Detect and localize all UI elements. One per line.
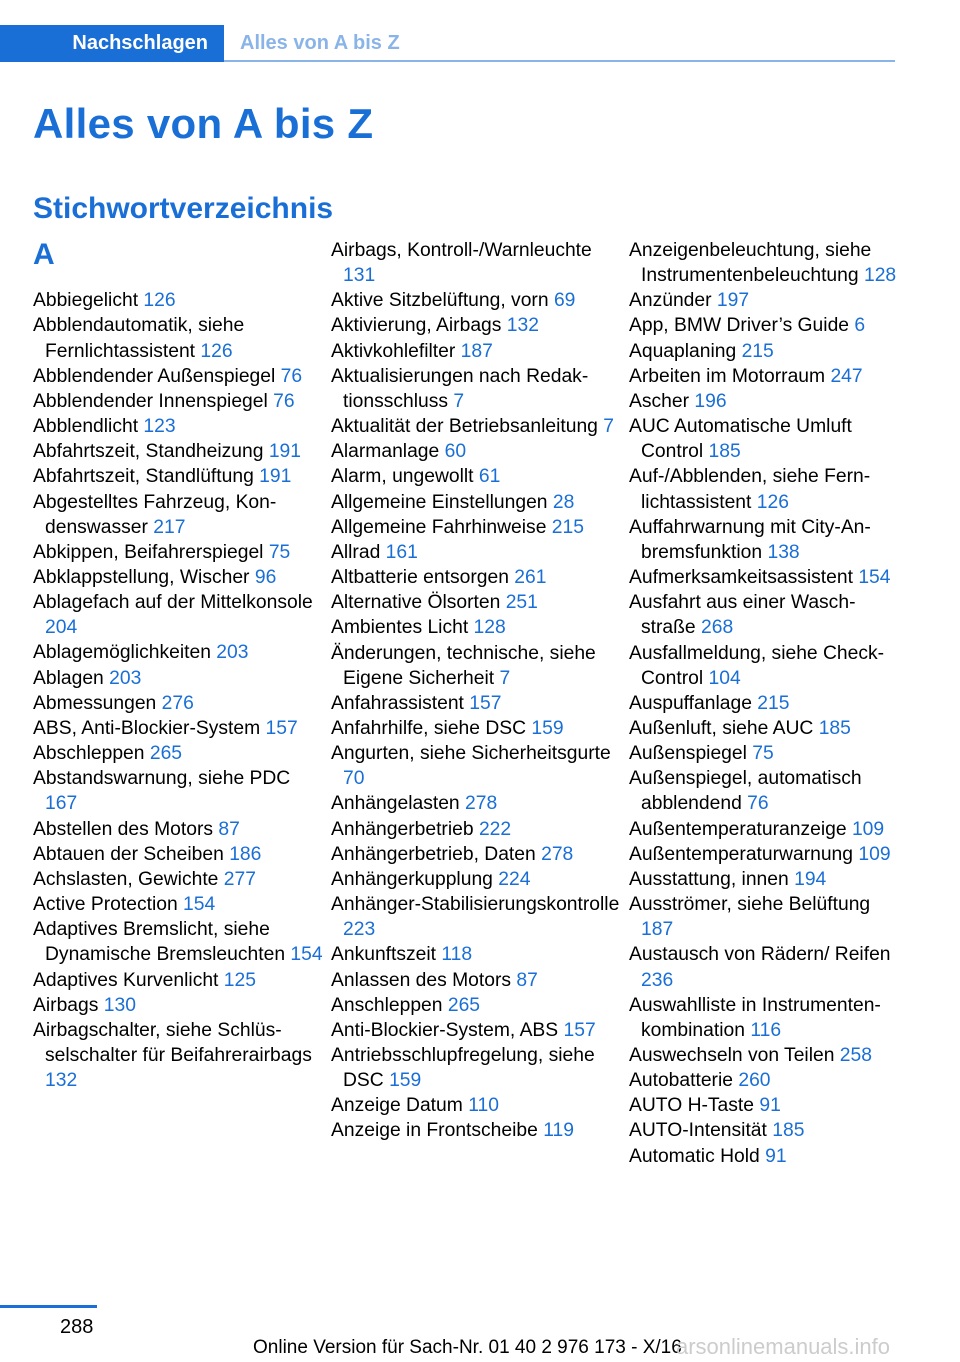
index-entry-page-link[interactable]: 261	[514, 567, 547, 589]
index-entry	[629, 1118, 899, 1143]
index-entry	[33, 691, 323, 716]
index-entry-page-link[interactable]: 186	[229, 843, 262, 865]
index-entry-text: Abmessungen	[33, 692, 157, 714]
index-entry	[33, 439, 323, 464]
index-entry-page-link[interactable]: 265	[149, 743, 183, 765]
index-entry-text: Anzeige in Frontscheibe	[331, 1120, 538, 1142]
index-entry-page-link[interactable]: 61	[478, 466, 501, 488]
index-entry-page-link[interactable]: 215	[551, 516, 584, 538]
index-entry-text: App, BMW Driver’s Guide	[629, 315, 850, 337]
index-entry-text: Anlassen des Motors	[331, 969, 512, 991]
index-entry	[33, 640, 323, 665]
index-column-1	[33, 238, 323, 1093]
index-entry	[33, 666, 323, 691]
index-entry	[629, 238, 899, 288]
index-entry	[331, 540, 621, 565]
index-entry-text: Angurten, siehe Sicherheitsgurte	[331, 743, 611, 765]
index-entry-page-link[interactable]: 104	[708, 667, 741, 689]
index-entry-text: Abbiegelicht	[33, 290, 139, 312]
index-entry-page-link[interactable]: 185	[772, 1120, 805, 1142]
index-entry-page-link[interactable]: 154	[183, 894, 216, 916]
index-entry-text: Aufmerksamkeitsassistent	[629, 567, 853, 589]
index-entry	[33, 590, 323, 640]
index-entry-text: Ankunftszeit	[331, 944, 437, 966]
index-entry-page-link[interactable]: 96	[254, 567, 277, 589]
index-entry	[33, 414, 323, 439]
index-entry-text: Außentemperaturwarnung	[629, 843, 854, 865]
index-entry-text: Anzeige Datum	[331, 1095, 463, 1117]
index-entry	[33, 741, 323, 766]
index-entry-page-link[interactable]: 7	[603, 416, 614, 438]
index-entry-page-link[interactable]: 196	[694, 390, 727, 412]
index-entry	[331, 641, 621, 691]
index-entry-page-link[interactable]: 258	[839, 1045, 872, 1066]
index-entry-page-link[interactable]: 132	[506, 315, 539, 337]
index-entry-text: Abkippen, Beifahrerspiegel	[33, 541, 264, 563]
index-entry-text: Abschleppen	[33, 743, 145, 765]
index-entry	[331, 1093, 621, 1118]
index-letter-heading: A	[33, 238, 55, 271]
index-entry	[629, 691, 899, 716]
index-entry-text: Abgestelltes Fahrzeug, Kondenswasser	[33, 491, 277, 538]
index-entry	[331, 791, 621, 816]
index-entry	[629, 942, 899, 992]
footer-divider	[0, 1305, 97, 1308]
page-number: 288	[60, 1316, 94, 1338]
index-entry-page-link[interactable]: 159	[389, 1070, 422, 1092]
index-entry-text: Auswahlliste in Instrumentenkombination	[629, 994, 881, 1041]
index-entry	[331, 590, 621, 615]
index-entry-page-link[interactable]: 132	[45, 1070, 78, 1092]
index-entry-page-link[interactable]: 75	[752, 743, 774, 765]
index-entry-page-link[interactable]: 224	[498, 868, 531, 890]
index-entry	[331, 464, 621, 489]
index-entry	[629, 741, 899, 766]
index-entry-page-link[interactable]: 191	[268, 441, 301, 463]
index-entry	[33, 867, 323, 892]
index-column-2	[331, 238, 621, 1144]
index-entry-page-link[interactable]: 128	[863, 265, 897, 287]
index-entry	[331, 867, 621, 892]
index-entry-page-link[interactable]: 130	[103, 994, 136, 1016]
index-entry-page-link[interactable]: 222	[478, 818, 512, 840]
index-entry	[331, 515, 621, 540]
index-entry	[629, 1068, 899, 1093]
index-entry-text: Allgemeine Fahrhinweise	[331, 516, 547, 538]
index-entry-page-link[interactable]: 215	[757, 692, 790, 714]
index-entry-page-link[interactable]: 278	[465, 793, 498, 815]
index-entry-page-link[interactable]: 7	[499, 667, 511, 689]
index-entry	[33, 490, 323, 540]
index-entry	[33, 892, 323, 917]
index-entry-text: Änderungen, technische, siehe Eigene Sicherheit	[331, 642, 596, 689]
index-entry	[629, 1043, 899, 1068]
index-entry-text: AUTO-Intensität	[629, 1120, 767, 1142]
index-entry	[33, 565, 323, 590]
index-entry-page-link[interactable]: 236	[641, 969, 674, 991]
index-entry	[629, 288, 899, 313]
index-entry	[629, 339, 899, 364]
index-entry-page-link[interactable]: 251	[505, 592, 538, 614]
index-entry-text: Anhänger-Stabilisierungskontrolle	[331, 894, 620, 916]
index-entry-page-link[interactable]: 91	[759, 1095, 781, 1117]
index-entry-page-link[interactable]: 128	[473, 617, 506, 639]
index-entry	[331, 439, 621, 464]
index-entry	[331, 968, 621, 993]
index-entry	[331, 364, 621, 414]
index-entry	[33, 917, 323, 967]
index-entry	[331, 288, 621, 313]
index-entry-page-link[interactable]: 217	[153, 516, 186, 538]
index-entry-page-link[interactable]: 70	[343, 768, 365, 790]
index-entry-page-link[interactable]: 185	[818, 717, 851, 739]
index-entry-text: Alternative Ölsorten	[331, 592, 501, 614]
index-entry-text: Ablagefach auf der Mittelkonsole	[33, 592, 313, 614]
index-entry-text: Abstandswarnung, siehe PDC	[33, 768, 291, 790]
index-entry-page-link[interactable]: 125	[223, 969, 256, 991]
index-entry-text: Ausfahrt aus einer Waschstraße	[629, 592, 856, 639]
index-entry-text: Aquaplaning	[629, 340, 737, 362]
index-entry-text: Antriebsschlupfregelung, siehe DSC	[331, 1045, 595, 1092]
index-entry-text: ABS, Anti-Blockier-System	[33, 717, 261, 739]
index-entry	[331, 817, 621, 842]
index-entry	[629, 414, 899, 464]
index-entry-page-link[interactable]: 278	[541, 843, 574, 865]
index-entry	[33, 716, 323, 741]
index-entry-text: Auspuffanlage	[629, 692, 752, 714]
index-entry-text: Airbags, Kontroll-/Warnleuchte	[331, 240, 592, 261]
index-entry-page-link[interactable]: 157	[563, 1019, 596, 1041]
index-entry-page-link[interactable]: 194	[794, 868, 827, 890]
index-entry	[629, 766, 899, 816]
index-entry-page-link[interactable]: 76	[747, 793, 769, 815]
index-entry	[629, 641, 899, 691]
index-entry-page-link[interactable]: 6	[854, 315, 866, 337]
index-entry-text: Arbeiten im Motorraum	[629, 365, 826, 387]
index-entry-page-link[interactable]: 185	[708, 441, 741, 463]
index-entry-page-link[interactable]: 123	[143, 416, 176, 438]
index-entry-page-link[interactable]: 109	[851, 818, 885, 840]
index-entry-text: Airbagschalter, siehe Schlüsselschalter für Beifahrerairbags	[33, 1019, 312, 1066]
index-entry	[33, 389, 323, 414]
watermark: arsonlinemanuals.info	[676, 1334, 891, 1359]
index-entry-page-link[interactable]: 154	[858, 567, 891, 589]
index-entry-text: Anhängerbetrieb	[331, 818, 474, 840]
index-entry-text: Abblendlicht	[33, 416, 139, 438]
index-entry-text: Allrad	[331, 541, 381, 563]
index-entry-page-link[interactable]: 203	[216, 642, 249, 664]
index-entry-page-link[interactable]: 60	[444, 441, 467, 463]
index-entry-text: Adaptives Kurvenlicht	[33, 969, 219, 991]
index-entry-text: Anzeigenbeleuchtung, siehe Instrumentenbeleuchtung	[629, 240, 872, 287]
index-entry	[629, 590, 899, 640]
index-entry-text: Airbags	[33, 994, 99, 1016]
index-entry-page-link[interactable]: 268	[701, 617, 734, 639]
index-entry	[629, 313, 899, 338]
index-entry-text: Anfahrhilfe, siehe DSC	[331, 717, 527, 739]
index-entry	[33, 540, 323, 565]
index-entry	[629, 515, 899, 565]
index-entry-page-link[interactable]: 159	[531, 717, 564, 739]
index-entry-text: Ambientes Licht	[331, 617, 469, 639]
index-entry	[33, 288, 323, 313]
index-entry-page-link[interactable]: 69	[553, 290, 576, 312]
index-entry-page-link[interactable]: 87	[218, 818, 240, 840]
index-entry-text: Achslasten, Gewichte	[33, 868, 219, 890]
section-tab[interactable]	[0, 25, 224, 62]
index-entry-page-link[interactable]: 75	[268, 541, 291, 563]
index-entry-text: AUC Automatische Umluft Control	[629, 416, 852, 463]
index-entry-page-link[interactable]: 87	[516, 969, 538, 991]
index-entry-text: Ablagemöglichkeiten	[33, 642, 211, 664]
index-entry-text: Anti-Blockier-System, ABS	[331, 1019, 559, 1041]
index-entry-page-link[interactable]: 191	[259, 466, 292, 488]
index-entry-text: Anhängerkupplung	[331, 868, 493, 890]
index-entry-page-link[interactable]: 28	[552, 491, 575, 513]
index-entry-text: Autobatterie	[629, 1070, 733, 1092]
index-entry-text: Abblendender Außenspiegel	[33, 365, 276, 387]
index-entry	[33, 364, 323, 389]
index-entry	[331, 339, 621, 364]
index-entry-page-link[interactable]: 91	[765, 1145, 787, 1167]
index-entry-page-link[interactable]: 167	[45, 793, 78, 815]
section-tab-label: Nachschlagen	[72, 32, 208, 54]
index-entry-text: Anfahrassistent	[331, 692, 464, 714]
index-subtitle: Stichwortverzeichnis	[33, 192, 334, 225]
index-entry-page-link[interactable]: 126	[143, 290, 176, 312]
index-entry-page-link[interactable]: 109	[858, 843, 891, 865]
index-entry	[331, 892, 621, 942]
index-entry	[331, 615, 621, 640]
index-entry	[629, 716, 899, 741]
index-entry-text: Abblendender Innenspiegel	[33, 390, 268, 412]
index-entry-text: Außenluft, siehe AUC	[629, 717, 814, 739]
index-entry-page-link[interactable]: 260	[738, 1070, 771, 1092]
index-entry-text: Anschleppen	[331, 994, 443, 1016]
index-entry-page-link[interactable]: 203	[109, 667, 142, 689]
index-entry-text: Abstellen des Motors	[33, 818, 214, 840]
index-column-3	[629, 238, 899, 1169]
index-entry-text: Abklappstellung, Wischer	[33, 567, 250, 589]
index-entry-text: Aktive Sitzbelüftung, vorn	[331, 290, 549, 312]
page-title: Alles von A bis Z	[33, 100, 374, 147]
index-entry-text: Automatic Hold	[629, 1145, 760, 1167]
index-entry-page-link[interactable]: 204	[45, 617, 78, 639]
chapter-tab[interactable]: Alles von A bis Z	[240, 32, 400, 54]
index-entry-text: Anzünder	[629, 290, 712, 312]
index-entry	[629, 464, 899, 514]
index-entry-text: Adaptives Bremslicht, siehe Dynamische Bremsleuchten	[33, 919, 286, 966]
index-entry-page-link[interactable]: 138	[767, 541, 800, 563]
index-entry-text: Auf-/Abblenden, siehe Fernlichtassistent	[629, 466, 871, 513]
index-entry	[331, 238, 621, 288]
index-entry-text: Aktualität der Betriebsanleitung	[331, 416, 598, 438]
index-entry-text: Ausströmer, siehe Belüftung	[629, 894, 871, 916]
index-entry-text: Allgemeine Einstellungen	[331, 491, 548, 513]
index-entry-text: Abtauen der Scheiben	[33, 843, 224, 865]
index-entry	[629, 364, 899, 389]
index-entry-page-link[interactable]: 215	[741, 340, 774, 362]
index-entry	[33, 842, 323, 867]
index-entry	[331, 490, 621, 515]
index-entry-text: Alarm, ungewollt	[331, 466, 474, 488]
index-entry	[331, 313, 621, 338]
index-entry-page-link[interactable]: 187	[641, 919, 674, 941]
index-entry-page-link[interactable]: 126	[200, 340, 233, 362]
index-entry-page-link[interactable]: 157	[469, 692, 502, 714]
index-entry-page-link[interactable]: 131	[343, 265, 376, 287]
index-entry-page-link[interactable]: 7	[453, 390, 465, 412]
index-entry	[33, 1018, 323, 1093]
index-entry-page-link[interactable]: 76	[280, 365, 303, 387]
index-entry-page-link[interactable]: 247	[830, 365, 863, 387]
index-entry-text: Abfahrtszeit, Standheizung	[33, 441, 264, 463]
index-entry	[331, 691, 621, 716]
index-entry-text: Auswechseln von Teilen	[629, 1045, 835, 1066]
index-entry-page-link[interactable]: 157	[265, 717, 298, 739]
index-entry	[629, 389, 899, 414]
index-entry-text: Altbatterie entsorgen	[331, 567, 509, 589]
index-entry-text: Anhängerbetrieb, Daten	[331, 843, 536, 865]
index-entry	[629, 1093, 899, 1118]
index-entry-text: Ausstattung, innen	[629, 868, 789, 890]
index-entry	[629, 1144, 899, 1169]
index-entry	[331, 1118, 621, 1143]
index-entry-page-link[interactable]: 187	[460, 340, 493, 362]
index-entry	[629, 842, 899, 867]
index-entry-text: Auffahrwarnung mit City-Anbremsfunktion	[629, 516, 871, 563]
index-entry-page-link[interactable]: 276	[161, 692, 194, 714]
index-entry	[629, 817, 899, 842]
index-entry-page-link[interactable]: 161	[385, 541, 418, 563]
page-header	[0, 25, 895, 62]
index-entry-text: Außenspiegel	[629, 743, 747, 765]
index-entry	[331, 993, 621, 1018]
index-entry-page-link[interactable]: 119	[543, 1120, 574, 1142]
index-entry-page-link[interactable]: 197	[716, 290, 750, 312]
index-entry	[331, 741, 621, 791]
index-entry-text: Abblendautomatik, siehe Fernlichtassistent	[33, 315, 245, 362]
index-entry	[33, 313, 323, 363]
online-version-note: Online Version für Sach-Nr. 01 40 2 976 173 - X/16	[253, 1337, 682, 1358]
index-entry-text: Austausch von Rädern/ Reifen	[629, 944, 891, 966]
index-entry	[331, 565, 621, 590]
index-entry	[629, 565, 899, 590]
index-entry	[331, 842, 621, 867]
index-entry	[331, 1018, 621, 1043]
index-entry	[331, 942, 621, 967]
index-entry-text: Alarmanlage	[331, 441, 440, 463]
index-entry	[33, 464, 323, 489]
index-entry	[331, 1043, 621, 1093]
index-entry-text: Aktualisierungen nach Redaktionsschluss	[331, 365, 589, 412]
index-entry-text: Außenspiegel, automatisch abblendend	[629, 768, 862, 815]
index-entry	[629, 892, 899, 942]
index-entry-page-link[interactable]: 118	[441, 944, 473, 966]
index-entry	[33, 968, 323, 993]
index-entry-text: Anhängelasten	[331, 793, 460, 815]
index-entry	[629, 867, 899, 892]
index-entry	[331, 414, 621, 439]
index-entry	[629, 993, 899, 1043]
index-entry-text: Ablagen	[33, 667, 104, 689]
index-entry	[331, 716, 621, 741]
index-entry-page-link[interactable]: 126	[756, 491, 789, 513]
index-entry-text: Aktivkohlefilter	[331, 340, 456, 362]
index-entry-page-link[interactable]: 223	[343, 919, 376, 941]
index-entry-page-link[interactable]: 110	[468, 1095, 499, 1117]
index-entry-page-link[interactable]: 277	[223, 868, 256, 890]
index-entry-page-link[interactable]: 265	[447, 994, 481, 1016]
index-entry-text: Ascher	[629, 390, 690, 412]
index-entry-text: Außentemperaturanzeige	[629, 818, 847, 840]
index-entry	[33, 817, 323, 842]
index-entry-text: Ausfallmeldung, siehe Check-Control	[629, 642, 885, 689]
index-entry-text: Active Protection	[33, 894, 178, 916]
index-entry-page-link[interactable]: 76	[273, 390, 295, 412]
index-entry-page-link[interactable]: 154	[290, 944, 323, 966]
index-entry	[33, 993, 323, 1018]
index-entry-text: Abfahrtszeit, Standlüftung	[33, 466, 254, 488]
index-entry-text: Aktivierung, Airbags	[331, 315, 502, 337]
index-entry	[33, 766, 323, 816]
index-entry-page-link[interactable]: 116	[750, 1019, 782, 1041]
index-entry-text: AUTO H-Taste	[629, 1095, 754, 1117]
header-divider	[224, 60, 895, 62]
